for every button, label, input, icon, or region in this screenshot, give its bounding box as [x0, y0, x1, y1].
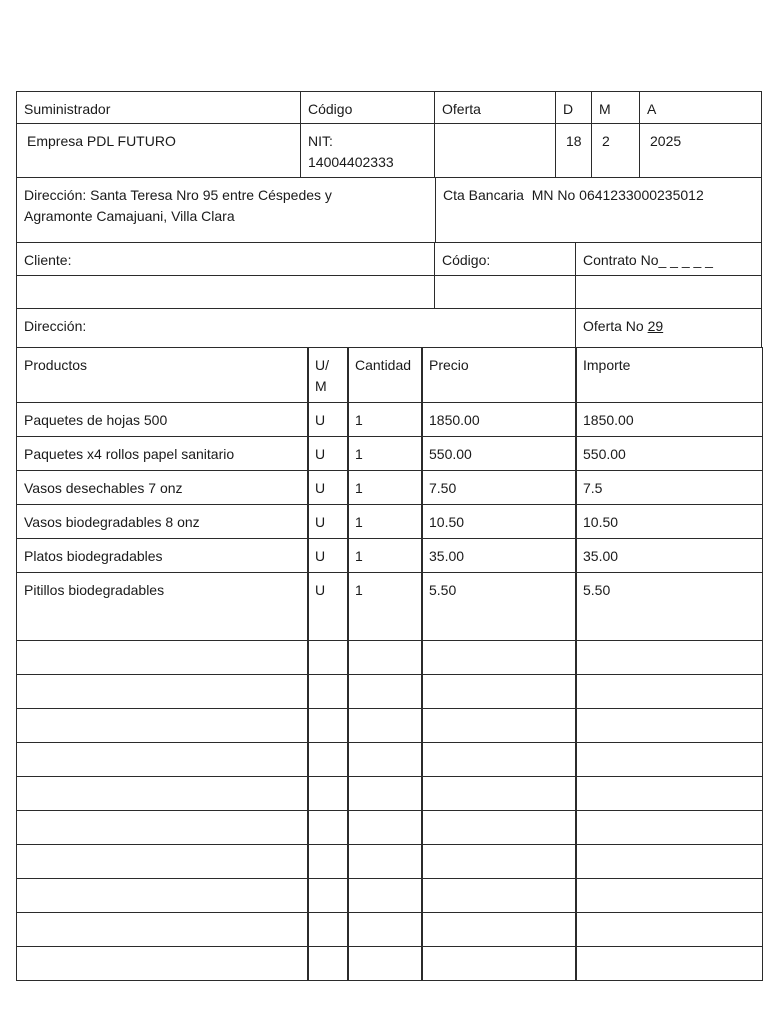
code-label: Código — [300, 91, 435, 124]
empty-cell — [347, 810, 423, 845]
row-amount: 1850.00 — [575, 402, 763, 437]
empty-cell — [575, 946, 763, 981]
client-code-label: Código: — [434, 242, 576, 276]
year-value: 2025 — [639, 123, 762, 178]
empty-cell — [307, 742, 349, 777]
empty-cell — [307, 674, 349, 709]
empty-cell — [16, 776, 309, 811]
empty-cell — [575, 674, 763, 709]
empty-cell — [347, 640, 423, 675]
empty-cell — [421, 946, 577, 981]
empty-cell — [16, 708, 309, 743]
row-amount: 35.00 — [575, 538, 763, 573]
client-label: Cliente: — [16, 242, 435, 276]
supplier-name: Empresa PDL FUTURO — [16, 123, 301, 178]
row-quantity: 1 — [347, 504, 423, 539]
nit-value: NIT: 14004402333 — [300, 123, 435, 178]
empty-cell — [347, 708, 423, 743]
empty-cell — [575, 776, 763, 811]
row-quantity: 1 — [347, 402, 423, 437]
empty-cell — [575, 878, 763, 913]
empty-cell — [347, 878, 423, 913]
row-unit: U — [307, 572, 349, 641]
offer-number-label: Oferta No — [583, 318, 648, 334]
offer-number — [575, 308, 762, 348]
empty-cell — [307, 810, 349, 845]
empty-cell — [421, 844, 577, 879]
client-code-value — [434, 275, 576, 309]
row-unit: U — [307, 504, 349, 539]
contract-value — [575, 275, 762, 309]
supplier-address: Dirección: Santa Teresa Nro 95 entre Céspedes y Agramonte Camajuani, Villa Clara — [16, 177, 436, 243]
month-label: M — [591, 91, 640, 124]
row-amount: 550.00 — [575, 436, 763, 471]
supplier-label: Suministrador — [16, 91, 301, 124]
contract-number: Contrato No_ _ _ _ _ — [575, 242, 762, 276]
empty-cell — [347, 776, 423, 811]
empty-cell — [347, 912, 423, 947]
row-product: Paquetes de hojas 500 — [16, 402, 309, 437]
row-amount: 5.50 — [575, 572, 763, 641]
row-product: Pitillos biodegradables — [16, 572, 309, 641]
row-price: 5.50 — [421, 572, 577, 641]
empty-cell — [307, 708, 349, 743]
row-quantity: 1 — [347, 436, 423, 471]
empty-cell — [421, 742, 577, 777]
empty-cell — [347, 742, 423, 777]
row-price: 550.00 — [421, 436, 577, 471]
row-product: Vasos desechables 7 onz — [16, 470, 309, 505]
empty-cell — [575, 844, 763, 879]
empty-cell — [421, 640, 577, 675]
empty-cell — [307, 776, 349, 811]
row-amount: 10.50 — [575, 504, 763, 539]
offer-value — [434, 123, 556, 178]
client-address-label: Dirección: — [16, 308, 576, 348]
row-unit: U — [307, 470, 349, 505]
col-quantity-header: Cantidad — [347, 347, 423, 403]
client-value — [16, 275, 435, 309]
row-unit: U — [307, 538, 349, 573]
empty-cell — [421, 912, 577, 947]
month-value: 2 — [591, 123, 640, 178]
empty-cell — [421, 810, 577, 845]
row-product: Vasos biodegradables 8 onz — [16, 504, 309, 539]
col-unit-header: U/ M — [307, 347, 349, 403]
row-unit: U — [307, 436, 349, 471]
offer-label: Oferta — [434, 91, 556, 124]
day-label: D — [555, 91, 592, 124]
empty-cell — [307, 946, 349, 981]
empty-cell — [421, 674, 577, 709]
row-quantity: 1 — [347, 572, 423, 641]
day-value: 18 — [555, 123, 592, 178]
empty-cell — [16, 640, 309, 675]
offer-number-value: 29 — [647, 318, 664, 334]
row-price: 1850.00 — [421, 402, 577, 437]
row-product: Paquetes x4 rollos papel sanitario — [16, 436, 309, 471]
empty-cell — [421, 708, 577, 743]
empty-cell — [347, 946, 423, 981]
empty-cell — [307, 878, 349, 913]
col-amount-header: Importe — [575, 347, 763, 403]
empty-cell — [16, 946, 309, 981]
bank-account: Cta Bancaria MN No 0641233000235012 — [435, 177, 762, 243]
empty-cell — [16, 810, 309, 845]
empty-cell — [575, 708, 763, 743]
year-label: A — [639, 91, 762, 124]
empty-cell — [575, 810, 763, 845]
empty-cell — [421, 878, 577, 913]
col-price-header: Precio — [421, 347, 577, 403]
row-price: 35.00 — [421, 538, 577, 573]
empty-cell — [575, 640, 763, 675]
empty-cell — [16, 742, 309, 777]
empty-cell — [421, 776, 577, 811]
row-unit: U — [307, 402, 349, 437]
empty-cell — [575, 742, 763, 777]
row-quantity: 1 — [347, 538, 423, 573]
empty-cell — [16, 878, 309, 913]
empty-cell — [307, 844, 349, 879]
empty-cell — [307, 912, 349, 947]
row-amount: 7.5 — [575, 470, 763, 505]
row-price: 10.50 — [421, 504, 577, 539]
row-quantity: 1 — [347, 470, 423, 505]
row-product: Platos biodegradables — [16, 538, 309, 573]
empty-cell — [347, 844, 423, 879]
col-products-header: Productos — [16, 347, 309, 403]
row-price: 7.50 — [421, 470, 577, 505]
empty-cell — [16, 912, 309, 947]
empty-cell — [16, 844, 309, 879]
empty-cell — [307, 640, 349, 675]
empty-cell — [16, 674, 309, 709]
empty-cell — [347, 674, 423, 709]
empty-cell — [575, 912, 763, 947]
